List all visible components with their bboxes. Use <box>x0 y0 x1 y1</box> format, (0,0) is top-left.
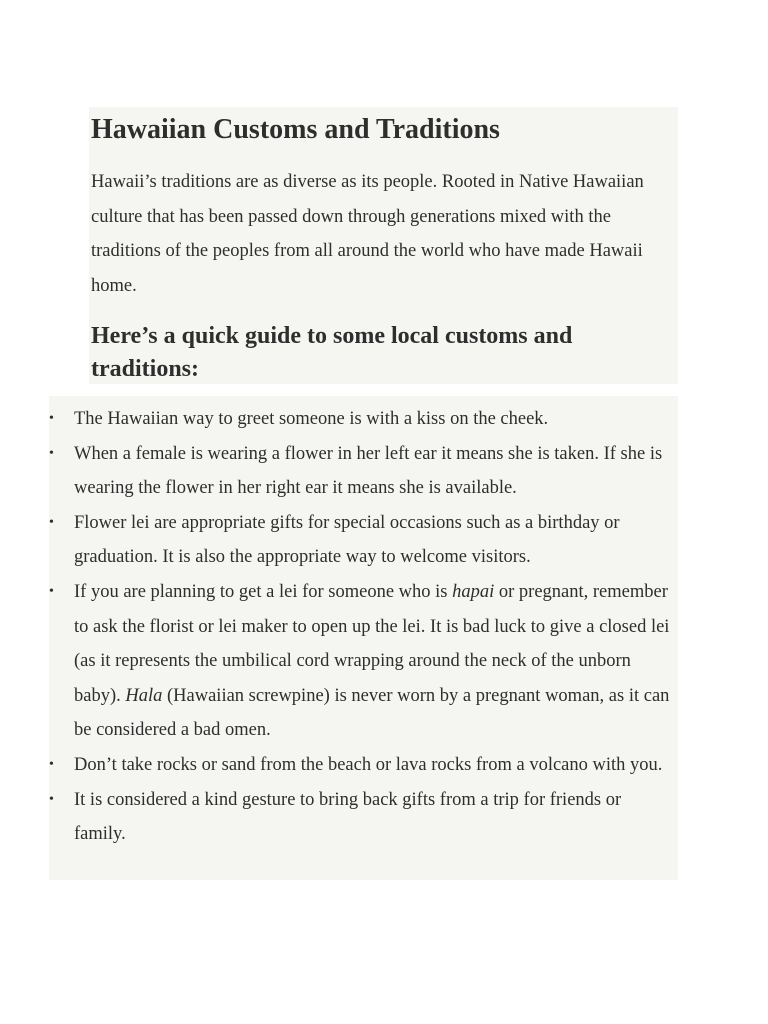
list-item <box>49 783 678 852</box>
tip-gifts-text: It is considered a kind gesture to bring back gifts from a trip for friends or family. <box>74 789 622 845</box>
tip-hapai-text-part1: If you are planning to get a lei for someone who is <box>74 581 453 602</box>
tip-hapai-text-part3: (Hawaiian screwpine) is never worn by a pregnant woman, as it can be considered a bad omen. <box>74 685 670 741</box>
intro-section <box>89 107 678 384</box>
guide-heading: Here’s a quick guide to some local customs and traditions: <box>91 323 573 382</box>
list-item <box>49 402 678 437</box>
customs-list-section <box>49 396 678 880</box>
bullet-icon: • <box>49 791 54 807</box>
bullet-icon: • <box>49 756 54 772</box>
tip-greet-text: The Hawaiian way to greet someone is with a kiss on the cheek. <box>74 409 549 429</box>
tip-lei-gifts-text: Flower lei are appropriate gifts for special occasions such as a birthday or graduation. It is also the appropriate way to welcome visitors. <box>74 512 620 568</box>
hala-term: Hala <box>125 685 163 706</box>
tip-flower-text: When a female is wearing a flower in her left ear it means she is taken. If she is wearing the flower in her right ear it means she is available. <box>74 443 663 499</box>
tip-hapai-text-part2: or pregnant, remember to ask the florist or lei maker to open up the lei. It is bad luck to give a closed lei (as it represents the umbilical cord wrapping around the neck of the unborn baby). <box>74 581 670 706</box>
list-item <box>49 437 678 506</box>
list-item <box>49 575 678 748</box>
bullet-icon: • <box>49 514 54 530</box>
list-item <box>49 748 678 783</box>
page-title: Hawaiian Customs and Traditions <box>91 114 500 145</box>
intro-paragraph: Hawaii’s traditions are as diverse as its people. Rooted in Native Hawaiian culture that has been passed down through generations mixed with the traditions of the peoples from all around the world who have made Hawaii home. <box>91 172 644 296</box>
bullet-icon: • <box>49 411 54 426</box>
hapai-term: hapai <box>452 581 495 602</box>
list-item <box>49 506 678 575</box>
tip-rocks-text: Don’t take rocks or sand from the beach or lava rocks from a volcano with you. <box>74 754 663 775</box>
bullet-icon: • <box>49 583 54 599</box>
bullet-icon: • <box>49 445 54 461</box>
customs-list <box>49 402 678 852</box>
